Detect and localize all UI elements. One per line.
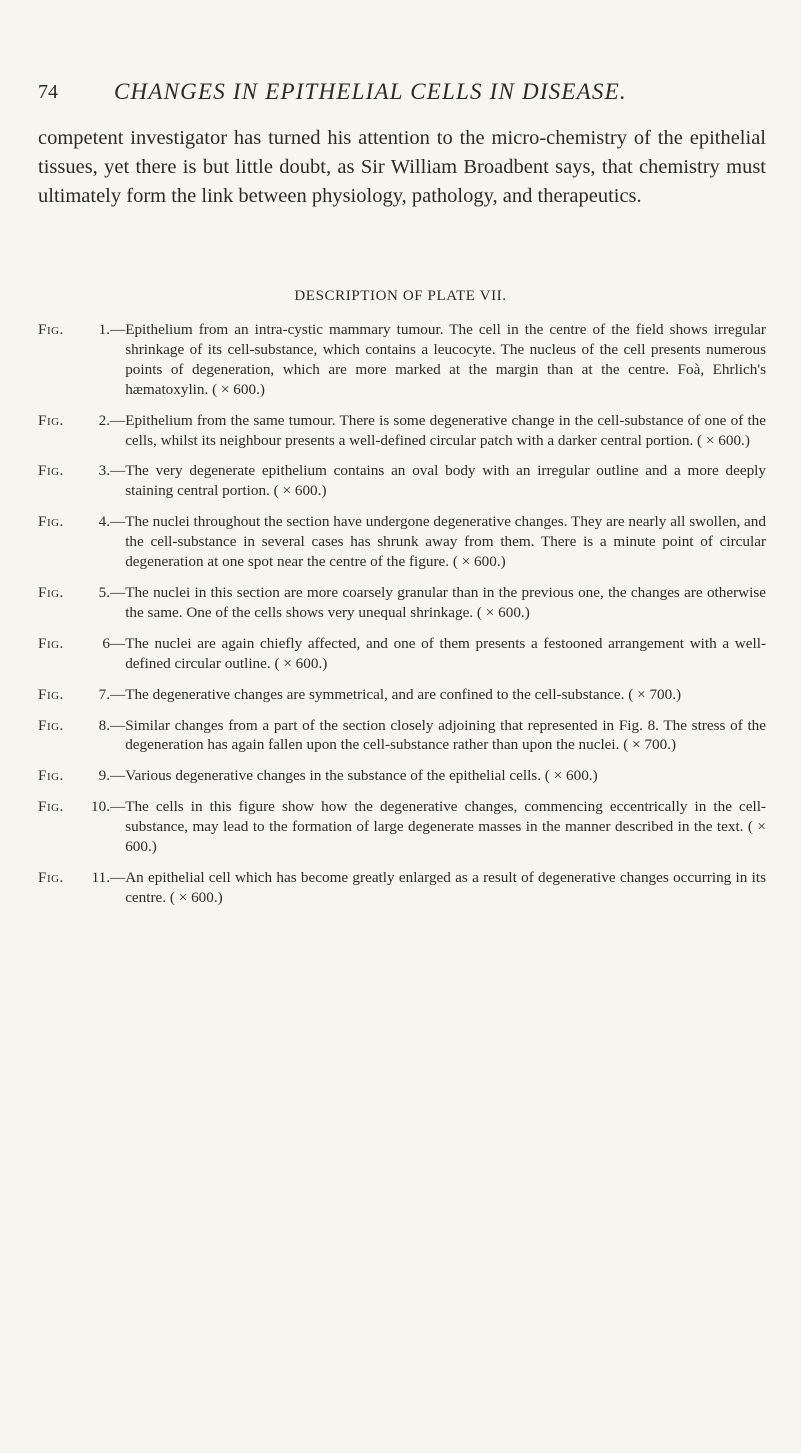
figure-label: Fig. [38,634,64,652]
figure-number: 11. [91,868,110,886]
figure-description: The degenerative changes are symmetrical, and are confined to the cell-substance. ( × 700.) [125,685,682,703]
plate-title: DESCRIPTION OF PLATE VII. [294,288,507,304]
figure-dash: — [110,513,126,531]
figure-number: 4. [98,513,110,531]
figure-number: 9. [98,767,110,785]
figure-label: Fig. [38,321,64,338]
figure-entry-7 [38,685,766,705]
figure-dash: — [110,583,126,601]
figure-dash: — [110,634,126,652]
figure-number: 5. [98,583,110,601]
figure-entry-10 [38,797,766,857]
figure-number: 3. [98,462,110,480]
figure-label: Fig. [38,583,64,601]
figure-number: 8. [98,716,110,734]
page-header [38,78,778,114]
figure-number: 10. [91,798,110,816]
page-number: 74 [38,81,58,103]
figure-entry-4 [38,512,766,572]
figure-number: 2. [98,411,110,429]
figure-number: 1. [98,321,110,338]
figure-dash: — [110,716,126,734]
figure-dash: — [110,462,126,480]
figure-entry-9 [38,766,766,786]
figure-number: 6 [102,634,110,652]
figure-entry-3 [38,461,766,501]
figure-label: Fig. [38,462,64,480]
intro-paragraph: competent investigator has turned his attention to the micro-chemistry of the epithelial tissues, yet there is but little doubt, as Sir William Broadbent says, that chemistry must ultimately form the link between physiology, pathology, and therapeutics. [38,127,766,207]
figure-label: Fig. [38,513,64,531]
figure-label: Fig. [38,411,64,429]
figure-dash: — [110,868,126,886]
figure-description: Various degenerative changes in the substance of the epithelial cells. ( × 600.) [125,767,598,785]
figure-dash: — [110,767,126,785]
figure-description: The cells in this figure show how the degenerative changes, commencing eccentrically in the cell-substance, may lead to the formation of large degenerate masses in the manner described in the text. ( × 600.) [125,798,766,856]
figure-label: Fig. [38,868,64,886]
figure-entry-1 [38,320,766,400]
figure-description: Epithelium from the same tumour. There is some degenerative change in the cell-substance of one of the cells, whilst its neighbour presents a well-defined circular patch with a darker central portion. ( × 600.) [125,411,766,449]
figure-description: The very degenerate epithelium contains an oval body with an irregular outline and a more deeply staining central portion. ( × 600.) [125,462,766,500]
figure-description: Similar changes from a part of the section closely adjoining that represented in Fig. 8. The stress of the degeneration has again fallen upon the cell-substance rather than upon the nuclei. ( × 700.) [125,716,766,754]
figure-number: 7. [98,685,110,703]
figure-entry-6 [38,634,766,674]
figure-dash: — [110,685,126,703]
figure-dash: — [110,411,126,429]
running-head: CHANGES IN EPITHELIAL CELLS IN DISEASE. [114,79,627,104]
figure-label: Fig. [38,798,64,816]
figure-description: The nuclei throughout the section have undergone degenerative changes. They are nearly all swollen, and the cell-substance in several cases has shrunk away from them. There is a minute point of circular degeneration at one spot near the centre of the figure. ( × 600.) [125,513,766,571]
figure-label: Fig. [38,716,64,734]
figure-entry-5 [38,583,766,623]
figure-dash: — [110,321,126,338]
figure-entry-11 [38,868,766,908]
figure-description: Epithelium from an intra-cystic mammary tumour. The cell in the centre of the field shows irregular shrinkage of its cell-substance, which contains a leucocyte. The nucleus of the cell presents numerous points of degeneration, which are more marked at the margin than at the centre. Foà, Ehrlich's hæmatoxylin. ( × 600.) [125,321,766,398]
figure-description: An epithelial cell which has become greatly enlarged as a result of degenerative changes occurring in its centre. ( × 600.) [125,868,766,906]
figure-description: The nuclei are again chiefly affected, and one of them presents a festooned arrangement with a well-defined circular outline. ( × 600.) [125,634,766,672]
figure-description: The nuclei in this section are more coarsely granular than in the previous one, the changes are otherwise the same. One of the cells shows very unequal shrinkage. ( × 600.) [125,583,766,621]
figure-dash: — [110,798,126,816]
figure-label: Fig. [38,767,64,785]
figure-entry-8 [38,716,766,756]
figure-entry-2 [38,411,766,451]
figure-label: Fig. [38,685,64,703]
figure-description-list [38,320,766,919]
